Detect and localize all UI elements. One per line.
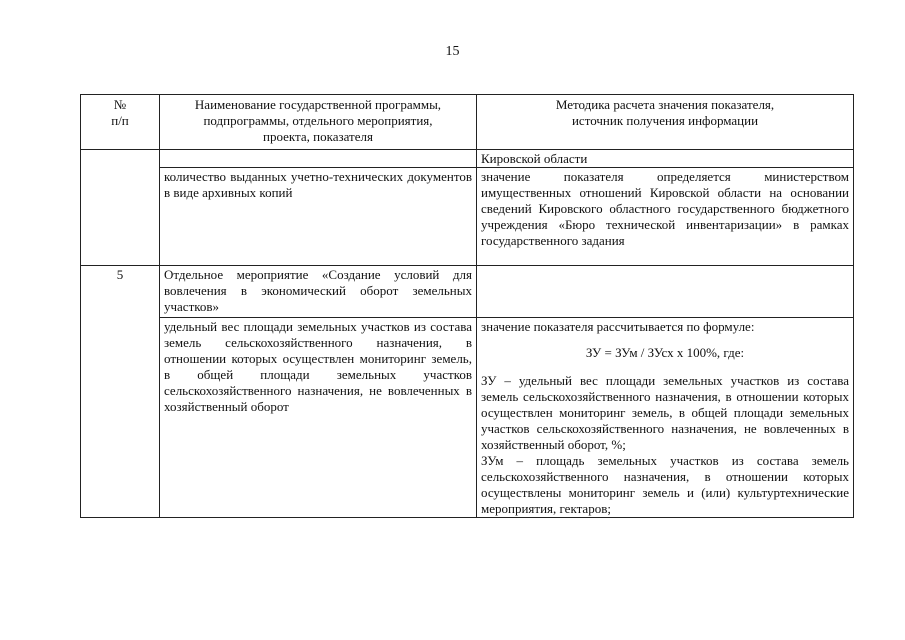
header-method-line-1: Методика расчета значения показателя, (555, 97, 775, 112)
event-number-cell: 5 (81, 266, 160, 518)
event-name-cell: Отдельное мероприятие «Создание условий для вовлечения в экономический оборот земельных участков» (160, 266, 477, 318)
table-row (81, 266, 854, 318)
method-intro: значение показателя рассчитывается по формуле: (481, 319, 755, 334)
header-number-line-1: № (113, 97, 127, 112)
header-method-line-2: источник получения информации (571, 113, 759, 128)
indicator-method-cell-2 (477, 318, 854, 518)
header-name-line-2: подпрограммы, отдельного мероприятия, (203, 113, 433, 128)
table-row (81, 318, 854, 518)
header-number (81, 95, 160, 150)
indicator-name-cell: количество выданных учетно-технических документов в виде архивных копий (160, 168, 477, 266)
indicator-method-cell: значение показателя определяется министерством имущественных отношений Кировской области на основании сведений Кировского областного государственного бюджетного учреждения «Бюро технической инвентаризации» в рамках государственного задания (477, 168, 854, 266)
header-name-line-1: Наименование государственной программы, (194, 97, 442, 112)
formula: ЗУ = ЗУм / ЗУсх х 100%, где: (585, 345, 745, 360)
indicator-table (80, 94, 854, 518)
row-method-cell: Кировской области (477, 150, 854, 168)
indicator-name-cell-2: удельный вес площади земельных участков из состава земель сельскохозяйственного назначения, в отношении которых осуществлен мониторинг земель, в общей площади земельных участков сельскохозяйственного назначения, не вовлеченных в хозяйственный оборот (160, 318, 477, 518)
header-number-line-2: п/п (111, 113, 129, 128)
table-header-row (81, 95, 854, 150)
header-name (160, 95, 477, 150)
row-name-cell (160, 150, 477, 168)
header-method (477, 95, 854, 150)
definition-zum: ЗУм – площадь земельных участков из состава земель сельскохозяйственного назначения, в отношении которых осуществлены мониторинг земель и (или) культуртехнические мероприятия, гектаров; (481, 453, 849, 516)
definition-zu: ЗУ – удельный вес площади земельных участков из состава земель сельскохозяйственного назначения, в отношении которых осуществлен мониторинг земель, в общей площади земельных участков сельскохозяйственного назначения, не вовлеченных в хозяйственный оборот, %; (481, 373, 849, 452)
table-row (81, 150, 854, 168)
table-row (81, 168, 854, 266)
event-method-cell (477, 266, 854, 318)
row-number-cell (81, 150, 160, 266)
page-number: 15 (445, 44, 460, 59)
header-name-line-3: проекта, показателя (263, 129, 373, 144)
